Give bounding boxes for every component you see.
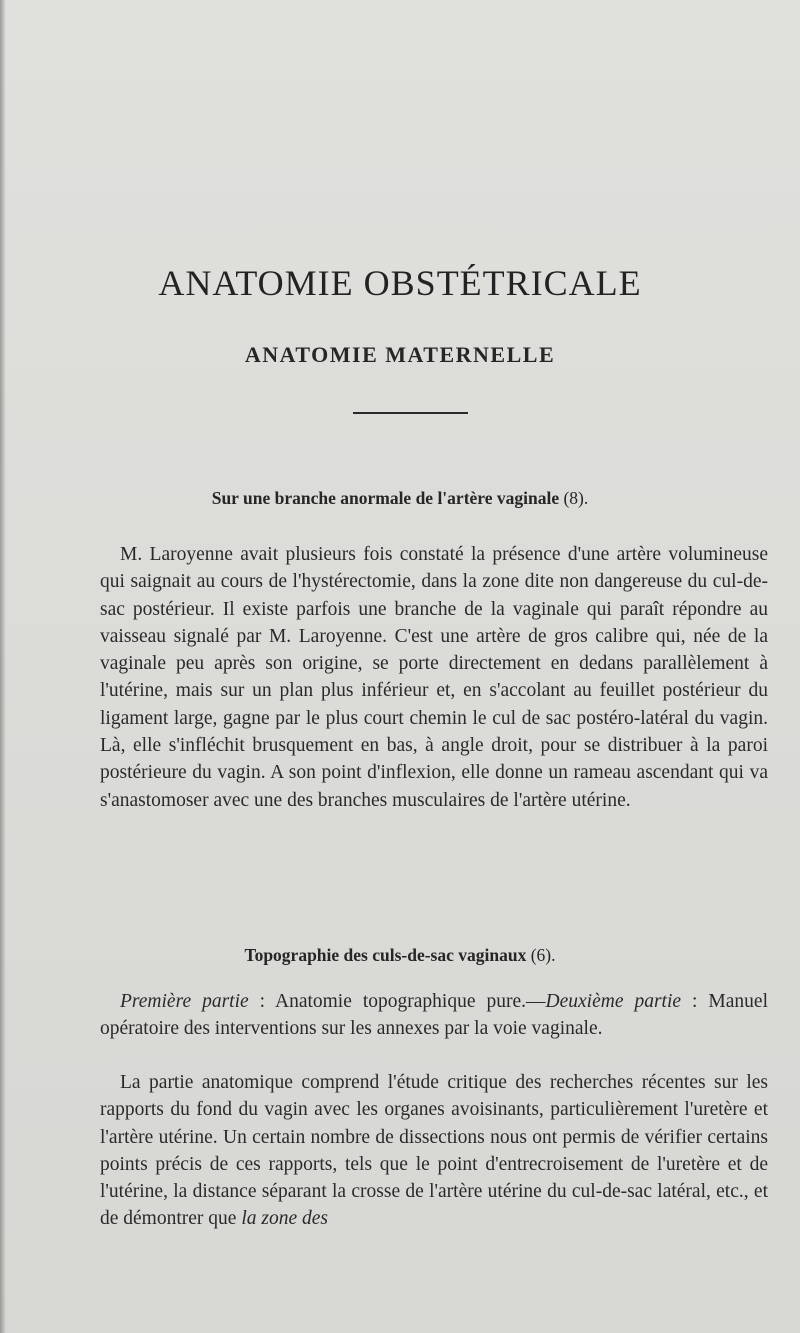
section-title-vaginal-artery	[0, 488, 800, 509]
section-ref: (6).	[530, 945, 556, 965]
anatomy-text: La partie anatomique comprend l'étude critique des recherches récentes sur les rapports du fond du vagin avec les organes avoisinants, particulièrement l'uretère et l'artère utérine. Un certain nombre de dissections nous ont permis de vérifier certains points précis de ces rapports, tels que le point d'entrecroisement de l'uretère et de l'utérine, la distance séparant la crosse de l'artère utérine du cul-de-sac latéral, etc., et de démontrer que	[100, 1072, 768, 1230]
part1-text: : Anatomie topographique pure.—	[248, 991, 546, 1012]
section-title-text: Topographie des culs-de-sac vaginaux	[244, 945, 527, 965]
sub-title: ANATOMIE MATERNELLE	[244, 342, 556, 367]
part2-text: : Manuel opératoire des interventions sur les annexes par la voie vaginale.	[100, 991, 768, 1040]
section-title-text: Sur une branche anormale de l'artère vaginale	[211, 488, 560, 508]
main-title: ANATOMIE OBSTÉTRICALE	[158, 263, 642, 303]
anatomy-text-italic: la zone des	[241, 1208, 328, 1230]
part2-label: Deuxième partie	[545, 991, 682, 1012]
paragraph-parts	[100, 988, 768, 1043]
section-ref: (8).	[563, 488, 589, 508]
paragraph-anatomy	[100, 1069, 768, 1233]
section-title-culs-de-sac	[0, 945, 800, 966]
paragraph-vaginal-artery: M. Laroyenne avait plusieurs fois constaté la présence d'une artère volumineuse qui saignait au cours de l'hystérectomie, dans la zone dite non dangereuse du cul-de-sac postérieur. Il existe parfois une branche de la vaginale qui paraît répondre au vaisseau signalé par M. Laroyenne. C'est une artère de gros calibre qui, née de la vaginale peu après son origine, se porte directement en dedans parallèlement à l'utérine, mais sur un plan plus inférieur et, en s'accolant au feuillet postérieur du ligament large, gagne par le plus court chemin le cul de sac postéro-latéral du vagin. Là, elle s'infléchit brusquement en bas, à angle droit, pour se distribuer à la paroi postérieure du vagin. A son point d'inflexion, elle donne un rameau ascendant qui va s'anastomoser avec une des branches musculaires de l'artère utérine.	[100, 544, 768, 811]
title-divider	[353, 412, 468, 414]
page-binding-shadow	[0, 0, 6, 1333]
part1-label: Première partie	[120, 991, 249, 1012]
